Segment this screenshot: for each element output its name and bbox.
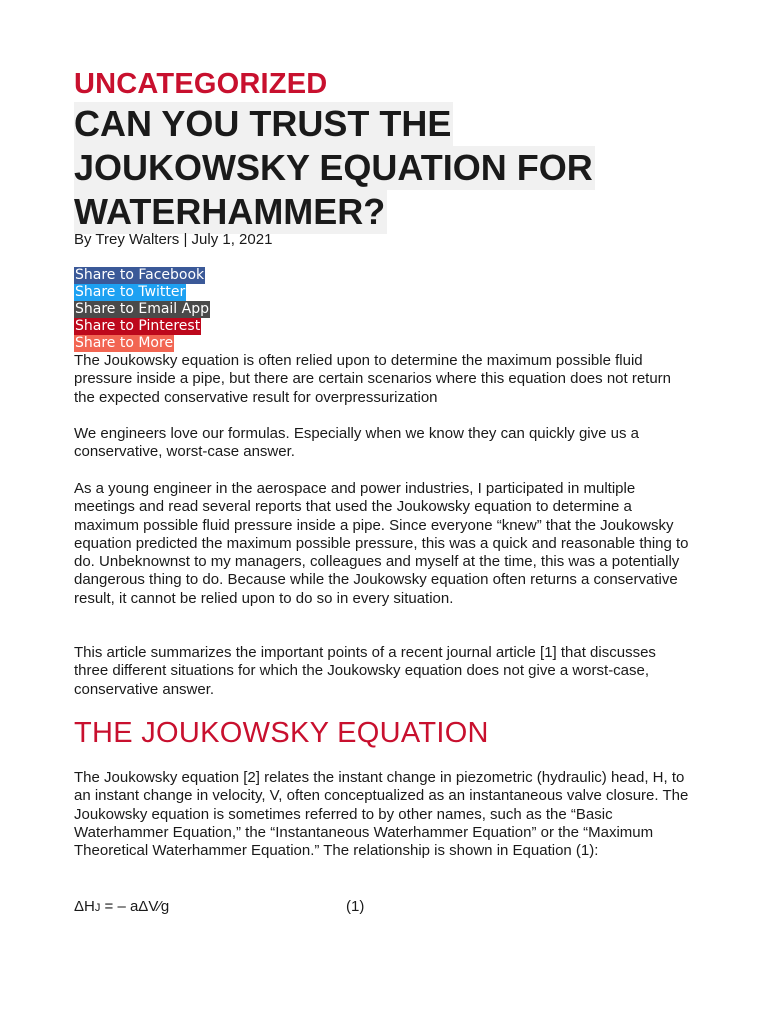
intro-paragraph: The Joukowsky equation is often relied upon to determine the maximum possible fluid pressure inside a pipe, but there are certain scenarios where this equation does not return the expected conservative result for overpressurization	[74, 352, 672, 406]
equation-1	[74, 898, 365, 917]
share-item	[74, 299, 210, 316]
share-twitter-link[interactable]: Share to Twitter	[75, 284, 186, 300]
article-title-line: JOUKOWSKY EQUATION FOR	[74, 147, 593, 188]
equation-rhs: = – aΔV⁄g	[100, 898, 170, 915]
share-item	[74, 333, 210, 350]
equation-lhs: ΔH	[74, 898, 95, 915]
share-item	[74, 282, 210, 299]
body-paragraph: This article summarizes the important points of a recent journal article [1] that discusses three different situations for which the Joukowsky equation does not give a worst-case, conservative answer.	[74, 644, 656, 698]
equation-number: (1)	[346, 898, 365, 915]
body-paragraph: The Joukowsky equation [2] relates the instant change in piezometric (hydraulic) head, H, to an instant change in velocity, V, often conceptualized as an instantaneous valve closure. The Joukowsky equation is sometimes referred to by other names, such as the “Basic Waterhammer Equation,” the “Instantaneous Waterhammer Equation” or the “Maximum Theoretical Waterhammer Equation.” The relationship is shown in Equation (1):	[74, 769, 689, 860]
body-paragraph: We engineers love our formulas. Especially when we know they can quickly give us a conservative, worst-case answer.	[74, 425, 640, 461]
article-title-line: CAN YOU TRUST THE	[74, 103, 452, 144]
category-label[interactable]: UNCATEGORIZED	[74, 68, 328, 100]
article-title	[74, 102, 595, 234]
equation-subscript: J	[94, 902, 101, 914]
share-facebook-link[interactable]: Share to Facebook	[75, 267, 205, 283]
share-email-link[interactable]: Share to Email App	[75, 301, 209, 317]
share-more-link[interactable]: Share to More	[75, 335, 174, 351]
byline: By Trey Walters | July 1, 2021	[74, 231, 273, 248]
section-heading: THE JOUKOWSKY EQUATION	[74, 717, 489, 749]
share-list	[74, 265, 210, 350]
share-item	[74, 265, 210, 282]
share-item	[74, 316, 210, 333]
article-title-line: WATERHAMMER?	[74, 191, 386, 232]
body-paragraph: As a young engineer in the aerospace and power industries, I participated in multiple meetings and read several reports that used the Joukowsky equation to determine a maximum possible fluid pressure inside a pipe. Since everyone “knew” that the Joukowsky equation predicted the maximum possible pressure, this was a quick and reasonable thing to do. Unbeknownst to my managers, colleagues and myself at the time, this was a potentially dangerous thing to do. Because while the Joukowsky equation often returns a conservative result, it cannot be relied upon to do so in every situation.	[74, 480, 689, 607]
share-pinterest-link[interactable]: Share to Pinterest	[75, 318, 201, 334]
